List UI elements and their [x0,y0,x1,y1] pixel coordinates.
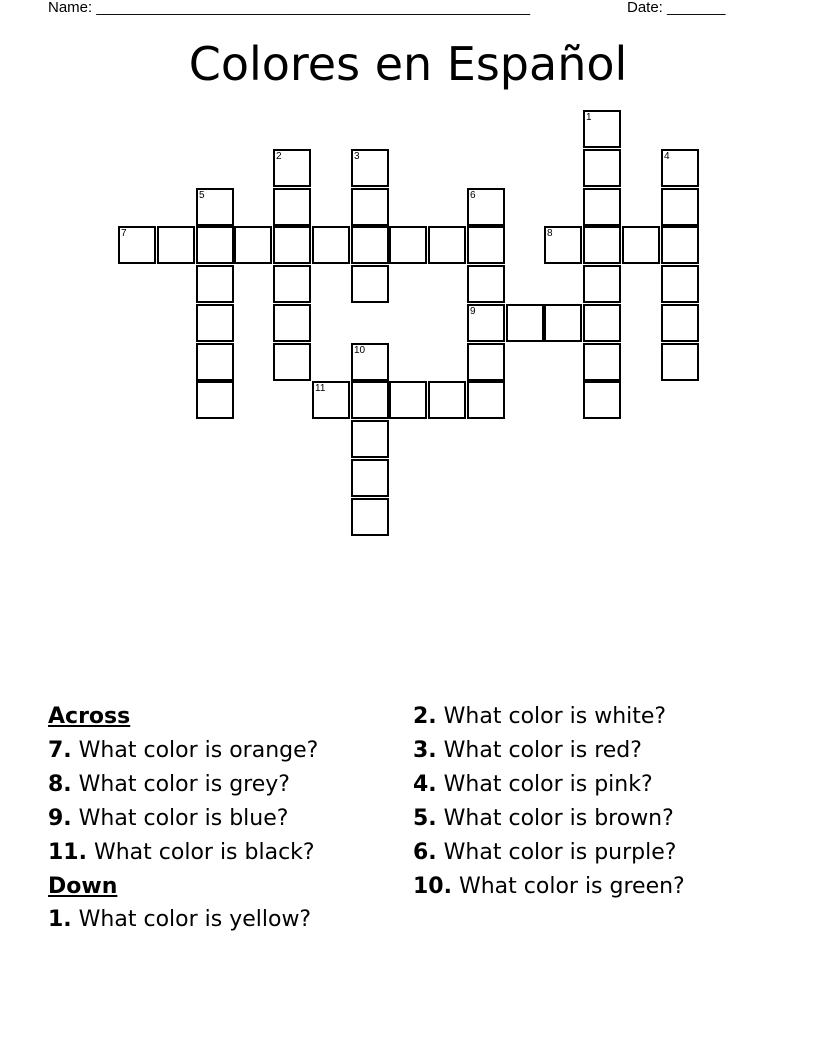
crossword-cell[interactable] [351,420,389,458]
crossword-cell[interactable] [583,188,621,226]
clue-number: 7. [48,737,72,763]
crossword-cell[interactable] [467,226,505,264]
date-line: Date: _______ [627,0,726,16]
crossword-cell[interactable] [661,188,699,226]
crossword-cell[interactable] [196,304,234,342]
clue-text: What color is purple? [443,839,677,865]
clue-number-label: 1 [586,112,592,123]
crossword-cell[interactable] [351,343,389,381]
crossword-cell[interactable] [389,226,427,264]
clue-number-label: 6 [470,190,476,201]
crossword-cell[interactable] [661,343,699,381]
clue-text: What color is black? [93,839,315,865]
crossword-cell[interactable] [428,226,466,264]
clue-down-4 [413,768,783,802]
crossword-cell[interactable] [583,265,621,303]
crossword-cell[interactable] [583,343,621,381]
clue-number-label: 11 [315,383,326,394]
crossword-cell[interactable] [273,188,311,226]
clue-down-5 [413,802,783,836]
clue-number-label: 5 [199,190,205,201]
crossword-cell[interactable] [351,149,389,187]
crossword-cell[interactable] [273,149,311,187]
clue-number-label: 2 [276,151,282,162]
clues-right-column [413,700,783,903]
clue-text: What color is yellow? [78,907,312,933]
clue-down-2 [413,700,783,734]
crossword-cell[interactable] [118,226,156,264]
crossword-cell[interactable] [661,265,699,303]
clue-text: What color is pink? [443,771,653,797]
crossword-cell[interactable] [428,381,466,419]
clue-number: 4. [413,771,437,797]
crossword-cell[interactable] [661,149,699,187]
crossword-cell[interactable] [467,381,505,419]
crossword-cell[interactable] [312,381,350,419]
crossword-cell[interactable] [273,265,311,303]
clue-across-9 [48,802,408,836]
crossword-cell[interactable] [467,265,505,303]
clue-number-label: 10 [354,345,366,356]
page-title: Colores en Español [188,37,628,91]
clue-number-label: 4 [664,151,670,162]
name-line: Name: ____________________________________________________ [48,0,531,16]
clue-number: 9. [48,805,72,831]
clue-across-8 [48,768,408,802]
crossword-cell[interactable] [351,226,389,264]
clue-number: 6. [413,839,437,865]
crossword-cell[interactable] [351,498,389,536]
clue-number-label: 8 [547,228,553,239]
crossword-cell[interactable] [312,226,350,264]
crossword-cell[interactable] [351,459,389,497]
crossword-cell[interactable] [157,226,195,264]
clue-down-1 [48,903,408,937]
crossword-cell[interactable] [196,381,234,419]
crossword-cell[interactable] [467,188,505,226]
crossword-cell[interactable] [661,226,699,264]
crossword-cell[interactable] [583,226,621,264]
clue-text: What color is grey? [78,771,290,797]
clue-number: 11. [48,839,87,865]
clue-text: What color is orange? [78,737,319,763]
crossword-cell[interactable] [273,226,311,264]
clue-across-7 [48,734,408,768]
crossword-cell[interactable] [351,265,389,303]
clue-down-10 [413,870,783,904]
crossword-cell[interactable] [622,226,660,264]
crossword-cell[interactable] [544,304,582,342]
crossword-cell[interactable] [389,381,427,419]
crossword-cell[interactable] [583,304,621,342]
clue-text: What color is blue? [78,805,289,831]
clue-across-11 [48,836,408,870]
clue-number-label: 3 [354,151,360,162]
clue-number-label: 7 [121,228,127,239]
crossword-cell[interactable] [234,226,272,264]
crossword-cell[interactable] [467,343,505,381]
clues-left-column [48,700,408,937]
clue-number: 2. [413,704,437,729]
crossword-cell[interactable] [196,265,234,303]
crossword-cell[interactable] [196,188,234,226]
crossword-cell[interactable] [544,226,582,264]
crossword-cell[interactable] [351,381,389,419]
crossword-cell[interactable] [351,188,389,226]
clue-text: What color is brown? [443,805,674,831]
clue-number-label: 9 [470,306,476,317]
clue-text: What color is green? [458,873,685,899]
clue-number: 3. [413,737,437,763]
crossword-cell[interactable] [583,149,621,187]
crossword-cell[interactable] [273,343,311,381]
clue-text: What color is red? [443,737,642,763]
across-heading: Across [48,704,131,729]
crossword-cell[interactable] [196,343,234,381]
clue-down-3 [413,734,783,768]
crossword-cell[interactable] [273,304,311,342]
down-heading: Down [48,873,118,899]
clue-down-6 [413,836,783,870]
clue-number: 5. [413,805,437,831]
crossword-cell[interactable] [196,226,234,264]
clue-text: What color is white? [443,704,667,729]
crossword-cell[interactable] [661,304,699,342]
clue-number: 8. [48,771,72,797]
crossword-cell[interactable] [583,381,621,419]
clue-number: 10. [413,873,452,899]
crossword-cell[interactable] [583,110,621,148]
clue-number: 1. [48,907,72,933]
crossword-cell[interactable] [467,304,505,342]
crossword-cell[interactable] [506,304,544,342]
